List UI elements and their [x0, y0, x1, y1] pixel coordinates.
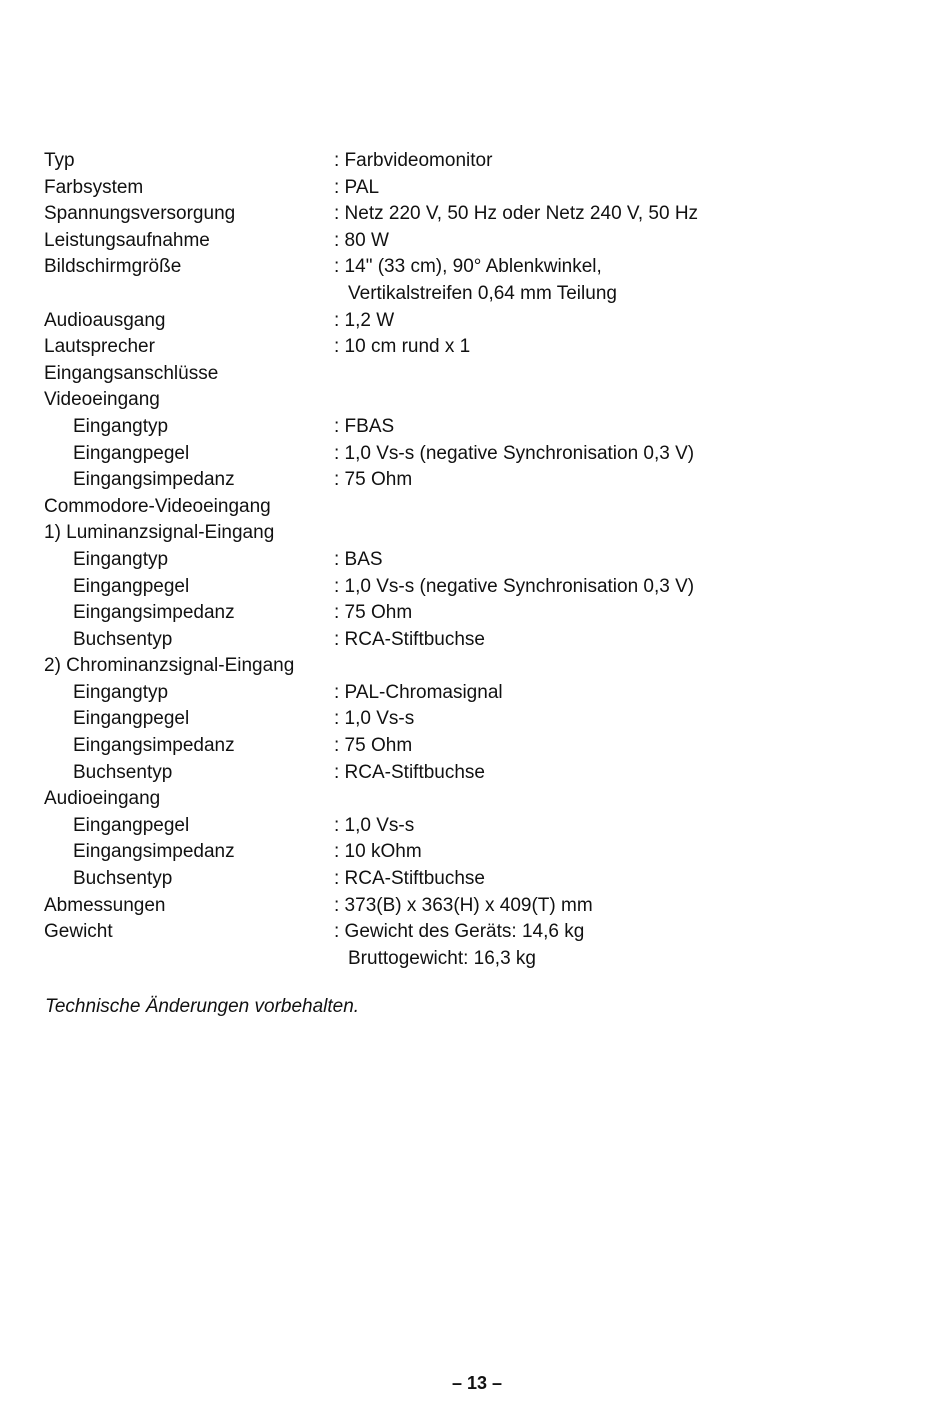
spec-label: Eingangsimpedanz [73, 735, 235, 757]
spec-row-bildschirm-cont [44, 281, 924, 308]
spec-label: Bildschirmgröße [44, 256, 182, 278]
spec-value: : 80 W [334, 229, 389, 251]
section-heading: Commodore-Videoeingang [44, 495, 271, 517]
spec-row-abmessungen [44, 893, 924, 920]
spec-row-luminanz-buchse [44, 627, 924, 654]
spec-value: : 1,0 Vs-s [334, 814, 415, 836]
spec-row-luminanz-pegel [44, 574, 924, 601]
spec-label: Abmessungen [44, 894, 166, 916]
spec-value: : BAS [334, 548, 383, 570]
spec-value: : 14" (33 cm), 90° Ablenkwinkel, [334, 256, 602, 278]
spec-label: Eingangtyp [73, 548, 169, 570]
spec-label: Spannungsversorgung [44, 203, 236, 225]
section-heading: Audioeingang [44, 788, 161, 810]
spec-label: Eingangtyp [73, 681, 169, 703]
spec-value: : 1,2 W [334, 309, 395, 331]
spec-row-gewicht [44, 919, 924, 946]
spec-value: : PAL [334, 176, 380, 198]
spec-row-audioeingang [44, 786, 924, 813]
spec-value: : RCA-Stiftbuchse [334, 628, 485, 650]
page-number: – 13 – [452, 1373, 503, 1393]
spec-row-luminanz-typ [44, 547, 924, 574]
spec-row-audio-impedanz [44, 839, 924, 866]
spec-row-video-typ [44, 414, 924, 441]
spec-label: Buchsentyp [73, 628, 173, 650]
spec-row-luminanz-impedanz [44, 600, 924, 627]
spec-value: : Gewicht des Geräts: 14,6 kg [334, 921, 585, 943]
spec-row-audioausgang [44, 308, 924, 335]
spec-label: Typ [44, 150, 75, 171]
spec-value: : 75 Ohm [334, 469, 413, 491]
spec-label: Eingangtyp [73, 415, 169, 437]
spec-value: : Netz 220 V, 50 Hz oder Netz 240 V, 50 Hz [334, 203, 699, 225]
spec-value: : RCA-Stiftbuchse [334, 868, 485, 890]
spec-row-luminanz [44, 520, 924, 547]
spec-value-continued: Vertikalstreifen 0,64 mm Teilung [348, 282, 617, 304]
spec-value-continued: Bruttogewicht: 16,3 kg [348, 947, 536, 969]
spec-row-gewicht-cont [44, 946, 924, 973]
spec-row-chrominanz-pegel [44, 706, 924, 733]
spec-row-commodore [44, 494, 924, 521]
spec-label: Eingangsimpedanz [73, 602, 235, 624]
spec-value: : 10 kOhm [334, 841, 422, 863]
spec-value: : 1,0 Vs-s [334, 708, 415, 730]
spec-value: : 10 cm rund x 1 [334, 336, 471, 358]
spec-row-leistung [44, 228, 924, 255]
spec-value: : 75 Ohm [334, 602, 413, 624]
disclaimer-note: Technische Änderungen vorbehalten. [45, 996, 360, 1017]
spec-row-chrominanz-impedanz [44, 733, 924, 760]
spec-row-farbsystem [44, 175, 924, 202]
spec-row-spannung [44, 201, 924, 228]
spec-row-lautsprecher [44, 334, 924, 361]
spec-row-video-impedanz [44, 467, 924, 494]
spec-label: Eingangpegel [73, 814, 190, 836]
spec-row-typ [44, 148, 924, 175]
spec-label: Buchsentyp [73, 868, 173, 890]
spec-label: Eingangsimpedanz [73, 469, 235, 491]
spec-value: : 1,0 Vs-s (negative Synchronisation 0,3 V) [334, 575, 695, 597]
section-heading: Eingangsanschlüsse [44, 362, 219, 384]
spec-label: Leistungsaufnahme [44, 229, 210, 251]
spec-table [44, 148, 924, 972]
spec-row-chrominanz-typ [44, 680, 924, 707]
spec-value: : PAL-Chromasignal [334, 681, 503, 703]
spec-value: : FBAS [334, 415, 395, 437]
spec-label: Lautsprecher [44, 336, 155, 358]
spec-row-bildschirm [44, 254, 924, 281]
spec-value: : Farbvideomonitor [334, 150, 493, 171]
section-heading: Videoeingang [44, 389, 160, 411]
section-heading: 2) Chrominanzsignal-Eingang [44, 655, 295, 677]
spec-row-chrominanz-buchse [44, 760, 924, 787]
spec-label: Eingangpegel [73, 575, 190, 597]
spec-label: Buchsentyp [73, 761, 173, 783]
spec-value: : RCA-Stiftbuchse [334, 761, 485, 783]
spec-label: Gewicht [44, 921, 113, 943]
spec-value: : 1,0 Vs-s (negative Synchronisation 0,3 V) [334, 442, 695, 464]
spec-row-chrominanz [44, 653, 924, 680]
section-heading: 1) Luminanzsignal-Eingang [44, 522, 275, 544]
spec-label: Audioausgang [44, 309, 166, 331]
spec-row-audio-buchse [44, 866, 924, 893]
spec-value: : 373(B) x 363(H) x 409(T) mm [334, 894, 593, 916]
spec-value: : 75 Ohm [334, 735, 413, 757]
spec-label: Farbsystem [44, 176, 144, 198]
spec-label: Eingangpegel [73, 442, 190, 464]
spec-row-videoeingang [44, 387, 924, 414]
spec-row-audio-pegel [44, 813, 924, 840]
spec-row-video-pegel [44, 441, 924, 468]
spec-label: Eingangpegel [73, 708, 190, 730]
spec-row-eingangsanschluesse [44, 361, 924, 388]
spec-label: Eingangsimpedanz [73, 841, 235, 863]
